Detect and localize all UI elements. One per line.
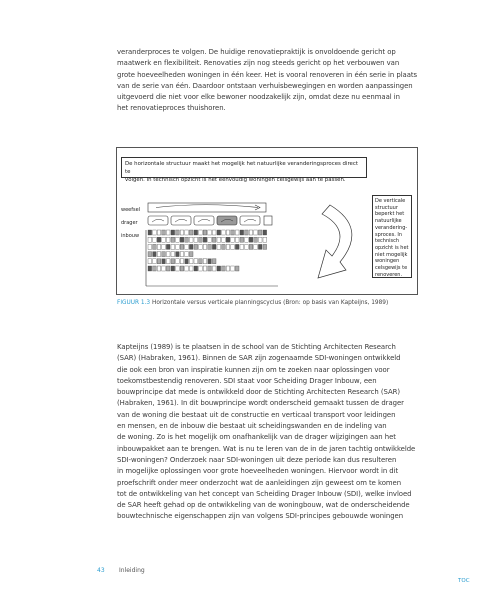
inbouw-cell — [217, 230, 221, 235]
inbouw-cell — [189, 259, 193, 264]
inbouw-cell — [231, 266, 235, 271]
paragraph-line: bouwprincipe dat mede is ontwikkeld door de Stichting Architecten Research (SAR) — [117, 388, 401, 397]
inbouw-cell — [226, 230, 230, 235]
inbouw-cell — [194, 230, 198, 235]
inbouw-cell — [199, 244, 203, 249]
toc-link[interactable]: TOC — [458, 578, 470, 584]
inbouw-cell — [176, 244, 180, 249]
inbouw-cell — [162, 237, 166, 242]
inbouw-cell — [245, 230, 249, 235]
inbouw-cell — [263, 237, 267, 242]
inbouw-cell — [212, 266, 216, 271]
inbouw-cell — [157, 237, 161, 242]
side-box-line: natuurlijke — [375, 218, 402, 225]
figure-caption — [117, 300, 388, 306]
inbouw-cell — [208, 230, 212, 235]
inbouw-cell — [226, 244, 230, 249]
inbouw-cell — [171, 252, 175, 257]
paragraph-line: grote hoeveelheden woningen in één keer. Het is vooral renoveren in één serie in plaats — [117, 70, 418, 79]
inbouw-cell — [176, 230, 180, 235]
inbouw-cell — [217, 266, 221, 271]
inbouw-cell — [226, 266, 230, 271]
inbouw-cell — [240, 244, 244, 249]
figure-side-box — [372, 195, 412, 278]
inbouw-cell — [180, 230, 184, 235]
inbouw-cell — [157, 266, 161, 271]
side-box-line: beperkt het — [375, 211, 405, 218]
inbouw-cell — [203, 230, 207, 235]
inbouw-cell — [171, 230, 175, 235]
inbouw-cell — [203, 259, 207, 264]
inbouw-cell — [263, 230, 267, 235]
inbouw-cell — [235, 230, 239, 235]
inbouw-cell — [153, 244, 157, 249]
inbouw-cell — [222, 237, 226, 242]
inbouw-cell — [203, 244, 207, 249]
inbouw-cell — [199, 230, 203, 235]
inbouw-cell — [189, 237, 193, 242]
section-title: Inleiding — [119, 567, 145, 574]
drager-unit — [217, 216, 237, 225]
inbouw-cell — [217, 237, 221, 242]
side-box-line: celsgewijs te — [375, 265, 408, 272]
inbouw-cell — [157, 230, 161, 235]
drager-unit — [194, 216, 214, 225]
inbouw-cell — [222, 266, 226, 271]
inbouw-cell — [258, 237, 262, 242]
inbouw-cell — [171, 237, 175, 242]
side-box-line: sproces. In — [375, 231, 403, 238]
inbouw-cell — [208, 259, 212, 264]
paragraph-line: bouwtechnische eigenschappen zijn van volgens SDI-principes gebouwde woningen — [117, 512, 404, 521]
paragraph-line: (SAR) (Habraken, 1961). Binnen de SAR zijn zogenaamde SDI-woningen ontwikkeld — [117, 354, 401, 363]
inbouw-cell — [180, 259, 184, 264]
inbouw-cell — [180, 266, 184, 271]
inbouw-cell — [231, 237, 235, 242]
drager-unit — [148, 216, 168, 225]
inbouw-cell — [185, 237, 189, 242]
inbouw-cell — [162, 230, 166, 235]
inbouw-cell — [185, 259, 189, 264]
inbouw-cell — [194, 259, 198, 264]
inbouw-cell — [249, 244, 253, 249]
diagram-graphics — [146, 203, 352, 286]
paragraph-line: veranderproces te volgen. De huidige renovatiepraktijk is onvoldoende gericht op — [117, 48, 396, 56]
weefsel-bar — [148, 203, 266, 212]
inbouw-cell — [208, 266, 212, 271]
inbouw-cell — [254, 230, 258, 235]
inbouw-cell — [231, 244, 235, 249]
inbouw-cell — [263, 244, 267, 249]
inbouw-cell — [189, 266, 193, 271]
inbouw-cell — [249, 230, 253, 235]
inbouw-cell — [157, 244, 161, 249]
drager-unit — [171, 216, 191, 225]
inbouw-cell — [254, 244, 258, 249]
paragraph-line: die ook een bron van inspiratie kunnen zijn om te zoeken naar oplossingen voor — [117, 365, 390, 374]
label-inbouw: inbouw — [121, 233, 140, 239]
inbouw-cell — [235, 266, 239, 271]
inbouw-cell — [171, 266, 175, 271]
inbouw-cell — [157, 259, 161, 264]
paragraph-line: maatwerk en flexibiliteit. Renovaties zijn nog steeds gericht op het verbouwen van — [117, 59, 400, 68]
side-box-line: technisch — [375, 238, 400, 245]
inbouw-cell — [258, 230, 262, 235]
inbouw-cell — [194, 237, 198, 242]
inbouw-cell — [217, 244, 221, 249]
inbouw-cell — [245, 244, 249, 249]
inbouw-cell — [153, 230, 157, 235]
inbouw-cell — [212, 259, 216, 264]
figure-header-line: volgen. In technisch opzicht is het eenvoudig woningen celsgewijs aan te passen. — [125, 177, 346, 183]
inbouw-cell — [185, 252, 189, 257]
inbouw-cell — [199, 266, 203, 271]
side-box-line: verandering- — [375, 224, 408, 231]
figure-caption-text: Horizontale versus verticale planningscyclus (Bron: op basis van Kapteijns, 1989) — [151, 300, 389, 306]
inbouw-cell — [153, 252, 157, 257]
inbouw-cell — [176, 266, 180, 271]
inbouw-cell — [203, 266, 207, 271]
inbouw-cell — [148, 252, 152, 257]
inbouw-cell — [148, 266, 152, 271]
inbouw-cell — [166, 244, 170, 249]
inbouw-cell — [157, 252, 161, 257]
inbouw-cell — [189, 230, 193, 235]
inbouw-cell — [176, 237, 180, 242]
side-box-line: opzicht is het — [375, 244, 409, 251]
label-drager: drager — [121, 220, 138, 226]
inbouw-cell — [171, 259, 175, 264]
inbouw-cell — [194, 244, 198, 249]
inbouw-cell — [208, 244, 212, 249]
inbouw-cell — [148, 259, 152, 264]
inbouw-cell — [231, 230, 235, 235]
inbouw-cell — [171, 244, 175, 249]
inbouw-cell — [180, 252, 184, 257]
inbouw-cell — [153, 237, 157, 242]
inbouw-cell — [176, 252, 180, 257]
paragraph-line: Kapteijns (1989) is te plaatsen in de school van de Stichting Architecten Research — [117, 343, 396, 351]
inbouw-cell — [235, 244, 239, 249]
inbouw-cell — [162, 244, 166, 249]
inbouw-cell — [185, 244, 189, 249]
inbouw-cell — [222, 244, 226, 249]
inbouw-cell — [166, 230, 170, 235]
paragraph-line: van de woning die bestaat uit de constructie en verticaal transport voor leidingen — [117, 410, 396, 419]
side-box-line: renoveren. — [375, 271, 403, 278]
inbouw-cell — [245, 237, 249, 242]
paragraph-line: de woning. Zo is het mogelijk om onafhankelijk van de drager wijzigingen aan het — [117, 433, 396, 442]
inbouw-cell — [180, 244, 184, 249]
inbouw-cell — [148, 230, 152, 235]
inbouw-cell — [208, 237, 212, 242]
label-weefsel: weefsel — [121, 207, 141, 213]
paragraph-line: uitgevoerd die niet voor elke bewoner noodzakelijk zijn, omdat deze nu eenmaal in — [117, 93, 400, 102]
inbouw-cell — [162, 259, 166, 264]
paragraph-line: (Habraken, 1961). In dit bouwprincipe wordt onderscheid gemaakt tussen de drager — [117, 399, 404, 408]
inbouw-cell — [189, 252, 193, 257]
inbouw-cell — [166, 266, 170, 271]
inbouw-cell — [240, 230, 244, 235]
paragraph-line: tot de ontwikkeling van het concept van Scheiding Drager Inbouw (SDI), welke invloed — [117, 489, 412, 498]
side-box-line: structuur — [375, 204, 398, 211]
inbouw-cell — [258, 244, 262, 249]
inbouw-cell — [153, 266, 157, 271]
inbouw-cell — [212, 237, 216, 242]
inbouw-cell — [148, 237, 152, 242]
side-box-line: niet mogelijk — [375, 251, 408, 258]
inbouw-cell — [212, 244, 216, 249]
paragraph-line: proefschrift onder meer onderzocht wat de aanleidingen zijn geweest om te komen — [117, 478, 402, 487]
curved-arrow — [318, 205, 352, 278]
inbouw-cell — [235, 237, 239, 242]
inbouw-cell — [162, 252, 166, 257]
inbouw-cell — [148, 244, 152, 249]
paragraph-line: in mogelijke oplossingen voor grote hoeveelheden woningen. Hiervoor wordt in dit — [117, 467, 399, 476]
inbouw-cell — [176, 259, 180, 264]
inbouw-cell — [194, 266, 198, 271]
inbouw-cell — [199, 259, 203, 264]
inbouw-cell — [166, 259, 170, 264]
inbouw-cell — [203, 237, 207, 242]
figure-header-line: De horizontale structuur maakt het mogelijk het natuurlijke veranderingsproces direct te — [125, 161, 358, 175]
paragraph-line: SDI-woningen? Onderzoek naar SDI-woningen uit deze periode kan dus resulteren — [117, 455, 397, 464]
paragraph-2 — [117, 342, 417, 523]
paragraph-line: de SAR heeft gehad op de ontwikkeling van de woningbouw, wat de onderscheidende — [117, 501, 410, 510]
inbouw-cell — [166, 237, 170, 242]
drager-end — [264, 216, 272, 225]
drager-unit — [240, 216, 260, 225]
inbouw-cell — [249, 237, 253, 242]
paragraph-line: toekomstbestendig renoveren. SDI staat voor Scheiding Drager Inbouw, een — [117, 376, 377, 385]
inbouw-cell — [153, 259, 157, 264]
paragraph-line: inbouwpakket aan te brengen. Wat is nu te leren van de in de jaren tachtig ontwikkelde — [117, 444, 416, 453]
inbouw-cell — [162, 266, 166, 271]
side-box-line: woningen — [375, 258, 400, 265]
inbouw-cell — [185, 266, 189, 271]
inbouw-cell — [240, 237, 244, 242]
inbouw-cell — [166, 252, 170, 257]
inbouw-cell — [199, 237, 203, 242]
inbouw-cell — [254, 237, 258, 242]
inbouw-cell — [189, 244, 193, 249]
paragraph-line: en mensen, en de inbouw die bestaat uit scheidingswanden en de indeling van — [117, 422, 387, 431]
inbouw-cell — [185, 230, 189, 235]
page-number: 43 — [97, 567, 105, 574]
inbouw-cell — [212, 230, 216, 235]
inbouw-cell — [180, 237, 184, 242]
side-box-line: De verticale — [375, 198, 406, 204]
paragraph-line: van de serie van één. Daardoor ontstaan verhuisbewegingen en worden aanpassingen — [117, 81, 413, 90]
figure-number: FIGUUR 1.3 — [117, 300, 151, 306]
inbouw-cell — [226, 237, 230, 242]
paragraph-line: het renovatieproces thuishoren. — [117, 104, 226, 113]
inbouw-cell — [222, 230, 226, 235]
